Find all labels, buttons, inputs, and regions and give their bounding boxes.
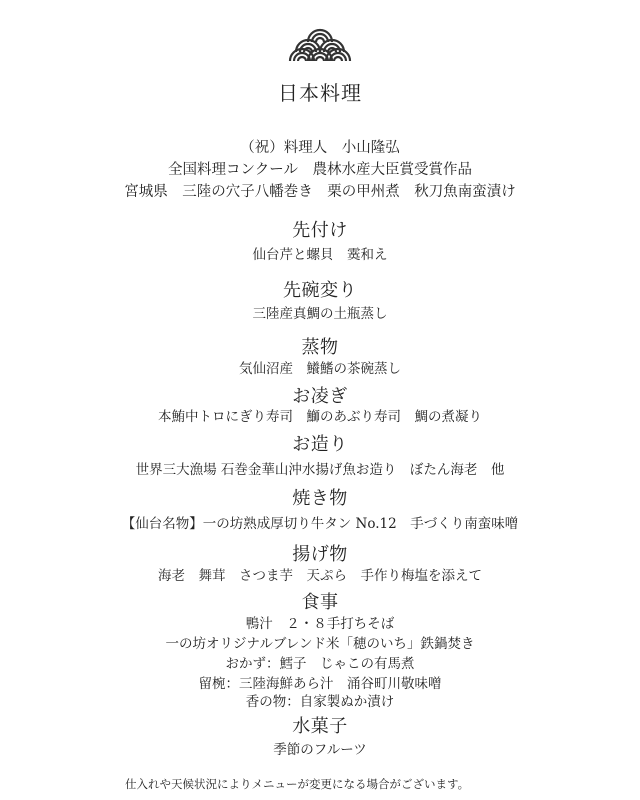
chef-credit: （祝）料理人 小山隆弘	[240, 140, 400, 156]
course-title-sakizuke: 先付け	[292, 220, 348, 241]
shokuji-line-1: 鴨汁 ２・８手打ちそば	[245, 616, 395, 632]
course-title-agemono: 揚げ物	[292, 544, 348, 565]
course-title-shokuji: 食事	[301, 592, 339, 613]
course-item-agemono: 海老 舞茸 さつま芋 天ぷら 手作り梅塩を添えて	[158, 568, 482, 584]
course-item-yakimono: 【仙台名物】一の坊熟成厚切り牛タン No.12 手づくり南蛮味噌	[121, 516, 519, 532]
shokuji-line-5: 香の物：自家製ぬか漬け	[245, 694, 395, 710]
course-title-mizugashi: 水菓子	[292, 716, 348, 737]
course-title-mushimono: 蒸物	[301, 337, 339, 358]
menu-title: 日本料理	[278, 81, 362, 105]
course-item-otsukuri: 世界三大漁場 石巻金華山沖水揚げ魚お造り ぼたん海老 他	[135, 462, 505, 478]
award-line: 全国料理コンクール 農林水産大臣賞受賞作品	[168, 162, 472, 178]
shokuji-line-4: 留椀：三陸海鮮あら汁 涌谷町川敬味噌	[198, 676, 442, 692]
course-item-mushimono: 気仙沼産 鱶鰭の茶碗蒸し	[239, 361, 401, 377]
course-item-sakizuke: 仙台芹と螺貝 霙和え	[252, 247, 388, 263]
course-title-oshinogi: お凌ぎ	[292, 386, 348, 407]
award-dishes: 宮城県 三陸の穴子八幡巻き 栗の甲州煮 秋刀魚南蛮漬け	[124, 184, 516, 200]
course-item-oshinogi: 本鮪中トロにぎり寿司 鰤のあぶり寿司 鯛の煮凝り	[158, 409, 482, 425]
menu-change-note: 仕入れや天候状況によりメニューが変更になる場合がございます。	[125, 777, 470, 791]
course-title-yakimono: 焼き物	[292, 488, 348, 509]
course-item-mizugashi: 季節のフルーツ	[273, 742, 367, 758]
course-item-sakiwan: 三陸産真鯛の土瓶蒸し	[252, 306, 388, 322]
shokuji-line-2: 一の坊オリジナルブレンド米「穂のいち」鉄鍋焚き	[165, 636, 475, 652]
course-title-sakiwan: 先碗変り	[283, 280, 357, 301]
course-title-otsukuri: お造り	[292, 434, 348, 455]
shokuji-line-3: おかず：鱈子 じゃこの有馬煮	[225, 656, 415, 672]
seigaiha-wave-icon	[288, 22, 352, 66]
